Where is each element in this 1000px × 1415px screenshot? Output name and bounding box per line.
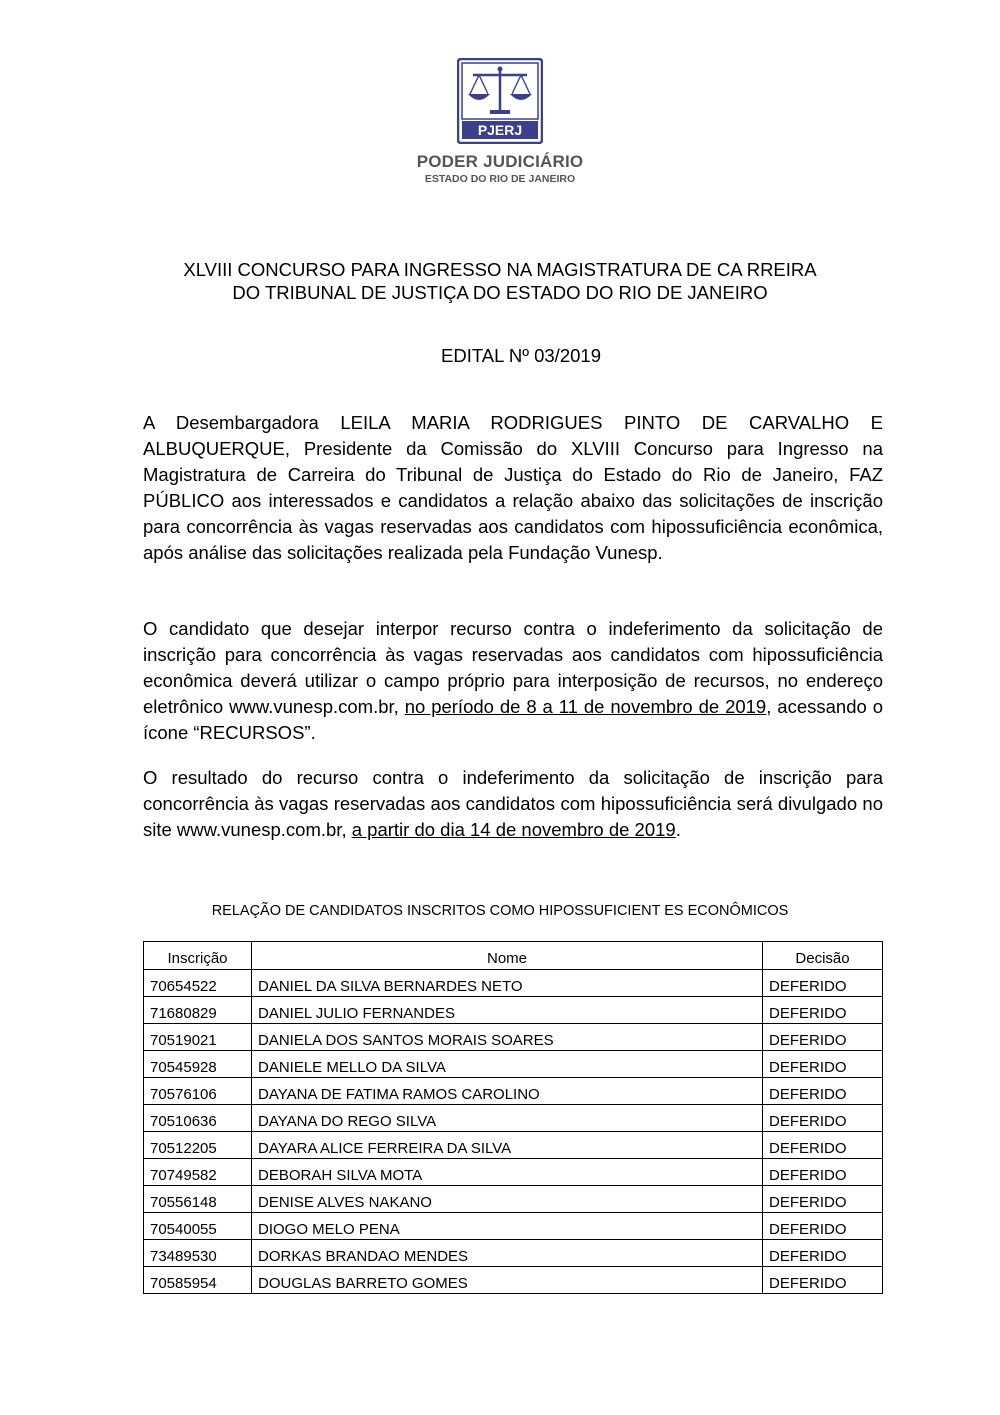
table-row (144, 1240, 883, 1267)
cell-nome: DOUGLAS BARRETO GOMES (252, 1267, 763, 1294)
cell-decisao: DEFERIDO (763, 1132, 883, 1159)
table-header-row (144, 942, 883, 970)
cell-inscricao: 70512205 (144, 1132, 252, 1159)
cell-decisao: DEFERIDO (763, 997, 883, 1024)
pjerj-logo (400, 58, 600, 193)
cell-nome: DENISE ALVES NAKANO (252, 1186, 763, 1213)
cell-decisao: DEFERIDO (763, 1024, 883, 1051)
cell-nome: DANIELE MELLO DA SILVA (252, 1051, 763, 1078)
cell-inscricao: 70540055 (144, 1213, 252, 1240)
logo-abbrev: PJERJ (477, 122, 523, 138)
paragraph-result (143, 765, 883, 843)
cell-inscricao: 70654522 (144, 970, 252, 997)
paragraph-announcement: A Desembargadora LEILA MARIA RODRIGUES PINTO DE CARVALHO E ALBUQUERQUE, Presidente da Comissão do XLVIII Concurso para Ingresso na Magistratura de Carreira do Tribunal de Justiça do Estado do Rio de Janeiro, FAZ PÚBLICO aos interessados e candidatos a relação abaixo das solicitações de inscrição para concorrência às vagas reservadas aos candidatos com hipossuficiência econômica, após análise das solicitações realizada pela Fundação Vunesp. (143, 412, 883, 563)
cell-inscricao: 70556148 (144, 1186, 252, 1213)
cell-inscricao: 70510636 (144, 1105, 252, 1132)
scales-of-justice-icon (457, 58, 543, 144)
cell-nome: DAYANA DO REGO SILVA (252, 1105, 763, 1132)
table-row (144, 1186, 883, 1213)
table-row (144, 997, 883, 1024)
cell-inscricao: 70749582 (144, 1159, 252, 1186)
cell-inscricao: 70545928 (144, 1051, 252, 1078)
cell-decisao: DEFERIDO (763, 1213, 883, 1240)
paragraph-result-end: . (675, 819, 681, 840)
cell-nome: DAYANA DE FATIMA RAMOS CAROLINO (252, 1078, 763, 1105)
paragraph-appeal-text: O candidato que desejar interpor recurso contra o indeferimento da solicitação de inscrição para concorrência às vagas reservadas aos candidatos com hipossuficiência econômica deverá utilizar o campo próprio para interposição de recursos, no endereço eletrônico www.vunesp.com.br, (143, 618, 883, 717)
candidates-table (143, 941, 883, 1294)
cell-inscricao: 70585954 (144, 1267, 252, 1294)
cell-decisao: DEFERIDO (763, 1159, 883, 1186)
table-row (144, 1078, 883, 1105)
paragraph-appeal (143, 616, 883, 746)
table-title: RELAÇÃO DE CANDIDATOS INSCRITOS COMO HIPOSSUFICIENT ES ECONÔMICOS (211, 903, 789, 919)
title-line-1: XLVIII CONCURSO PARA INGRESSO NA MAGISTRATURA DE CA RREIRA (183, 259, 817, 280)
org-state: ESTADO DO RIO DE JANEIRO (424, 173, 576, 185)
appeal-period: no período de 8 a 11 de novembro de 2019 (404, 696, 767, 717)
table-row (144, 1105, 883, 1132)
cell-nome: DEBORAH SILVA MOTA (252, 1159, 763, 1186)
cell-decisao: DEFERIDO (763, 1078, 883, 1105)
paragraph-result-text: O resultado do recurso contra o indeferimento da solicitação de inscrição para concorrência às vagas reservadas aos candidatos com hipossuficiência será divulgado no site www.vunesp.com.br, (143, 767, 883, 840)
table-row (144, 1132, 883, 1159)
table-row (144, 970, 883, 997)
cell-decisao: DEFERIDO (763, 1267, 883, 1294)
title-line-2: DO TRIBUNAL DE JUSTIÇA DO ESTADO DO RIO DE JANEIRO (232, 282, 768, 303)
cell-decisao: DEFERIDO (763, 1105, 883, 1132)
cell-decisao: DEFERIDO (763, 970, 883, 997)
cell-nome: DIOGO MELO PENA (252, 1213, 763, 1240)
table-row (144, 1051, 883, 1078)
cell-nome: DANIEL DA SILVA BERNARDES NETO (252, 970, 763, 997)
cell-nome: DAYARA ALICE FERREIRA DA SILVA (252, 1132, 763, 1159)
header-inscricao: Inscrição (144, 942, 252, 970)
result-date: a partir do dia 14 de novembro de 2019 (351, 819, 676, 840)
cell-nome: DANIEL JULIO FERNANDES (252, 997, 763, 1024)
header-nome: Nome (252, 942, 763, 970)
table-row (144, 1159, 883, 1186)
table-row (144, 1024, 883, 1051)
header-decisao: Decisão (763, 942, 883, 970)
cell-nome: DORKAS BRANDAO MENDES (252, 1240, 763, 1267)
cell-decisao: DEFERIDO (763, 1186, 883, 1213)
cell-inscricao: 73489530 (144, 1240, 252, 1267)
table-row (144, 1213, 883, 1240)
cell-decisao: DEFERIDO (763, 1051, 883, 1078)
cell-inscricao: 71680829 (144, 997, 252, 1024)
cell-decisao: DEFERIDO (763, 1240, 883, 1267)
paragraph-appeal-end: , acessando o ícone “RECURSOS”. (143, 696, 883, 743)
table-row (144, 1267, 883, 1294)
org-name: PODER JUDICIÁRIO (416, 152, 584, 171)
cell-inscricao: 70576106 (144, 1078, 252, 1105)
cell-nome: DANIELA DOS SANTOS MORAIS SOARES (252, 1024, 763, 1051)
cell-inscricao: 70519021 (144, 1024, 252, 1051)
edital-number: EDITAL Nº 03/2019 (441, 345, 601, 366)
